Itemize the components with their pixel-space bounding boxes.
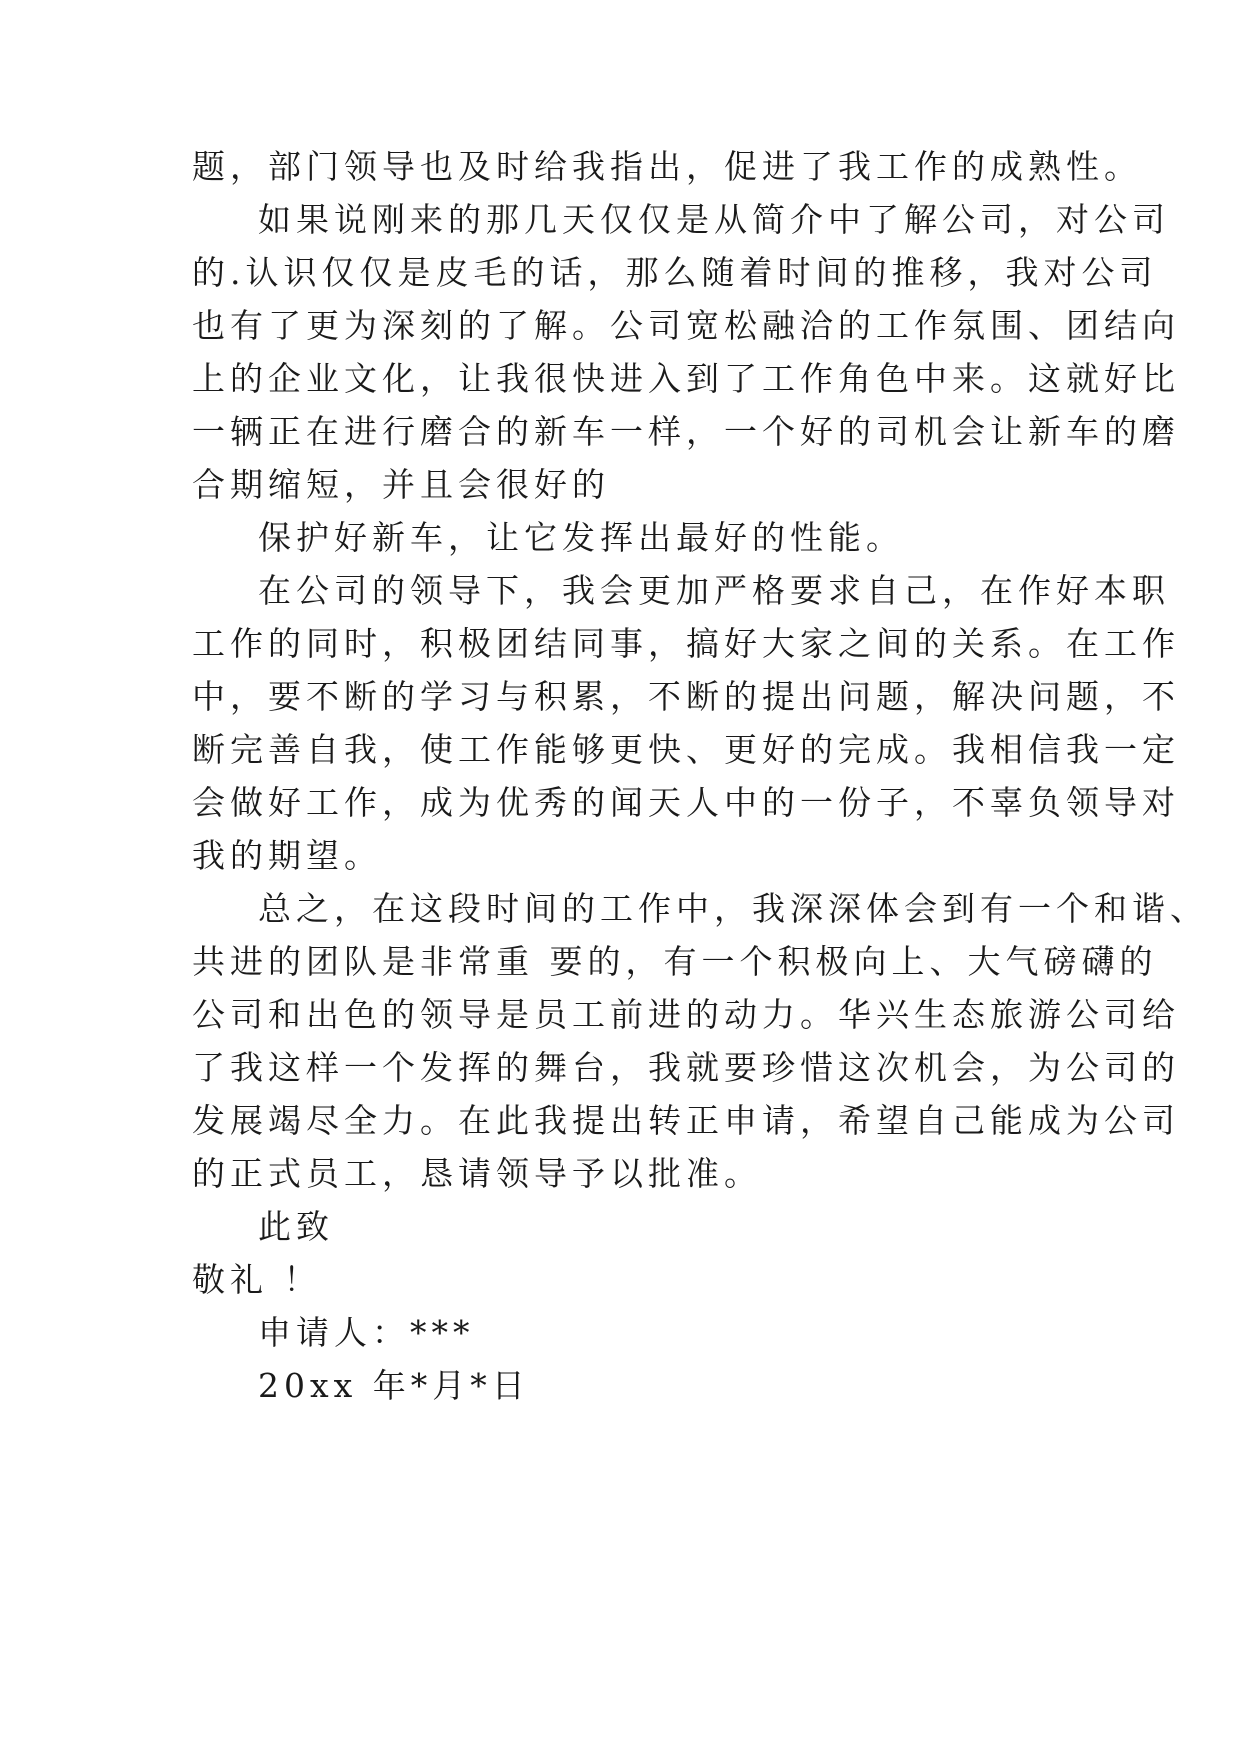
- text-line-7: 合期缩短，并且会很好的: [192, 465, 610, 504]
- paragraph-start-line: 如果说刚来的那几天仅仅是从简介中了解公司，对公司: [258, 200, 1170, 239]
- text-line-8: 保护好新车，让它发挥出最好的性能。: [258, 518, 904, 557]
- document-date: 20xx 年*月*日: [258, 1366, 530, 1405]
- applicant-signature: 申请人：***: [258, 1313, 475, 1352]
- closing-salutation: 此致: [258, 1207, 334, 1246]
- text-line-10: 工作的同时，积极团结同事，搞好大家之间的关系。在工作: [192, 624, 1180, 663]
- text-line-4: 也有了更为深刻的了解。公司宽松融洽的工作氛围、团结向: [192, 306, 1180, 345]
- text-line-16: 共进的团队是非常重 要的，有一个积极向上、大气磅礴的: [192, 942, 1158, 981]
- text-line-3: 的.认识仅仅是皮毛的话，那么随着时间的推移，我对公司: [192, 253, 1158, 292]
- text-line-18: 了我这样一个发挥的舞台，我就要珍惜这次机会，为公司的: [192, 1048, 1180, 1087]
- text-line-19: 发展竭尽全力。在此我提出转正申请，希望自己能成为公司: [192, 1101, 1180, 1140]
- paragraph-start-line: 在公司的领导下，我会更加严格要求自己，在作好本职: [258, 571, 1170, 610]
- text-line-17: 公司和出色的领导是员工前进的动力。华兴生态旅游公司给: [192, 995, 1180, 1034]
- text-line-12: 断完善自我，使工作能够更快、更好的完成。我相信我一定: [192, 730, 1180, 769]
- text-line-5: 上的企业文化，让我很快进入到了工作角色中来。这就好比: [192, 359, 1180, 398]
- text-line-20: 的正式员工，恳请领导予以批准。: [192, 1154, 762, 1193]
- text-line-14: 我的期望。: [192, 836, 382, 875]
- text-line-6: 一辆正在进行磨合的新车一样，一个好的司机会让新车的磨: [192, 412, 1180, 451]
- closing-regards: 敬礼 ！: [192, 1260, 322, 1299]
- paragraph-start-line: 总之，在这段时间的工作中，我深深体会到有一个和谐、: [258, 889, 1208, 928]
- text-line-13: 会做好工作，成为优秀的闻天人中的一份子，不辜负领导对: [192, 783, 1180, 822]
- text-line-11: 中，要不断的学习与积累，不断的提出问题，解决问题，不: [192, 677, 1180, 716]
- text-line-1: 题，部门领导也及时给我指出，促进了我工作的成熟性。: [192, 147, 1142, 186]
